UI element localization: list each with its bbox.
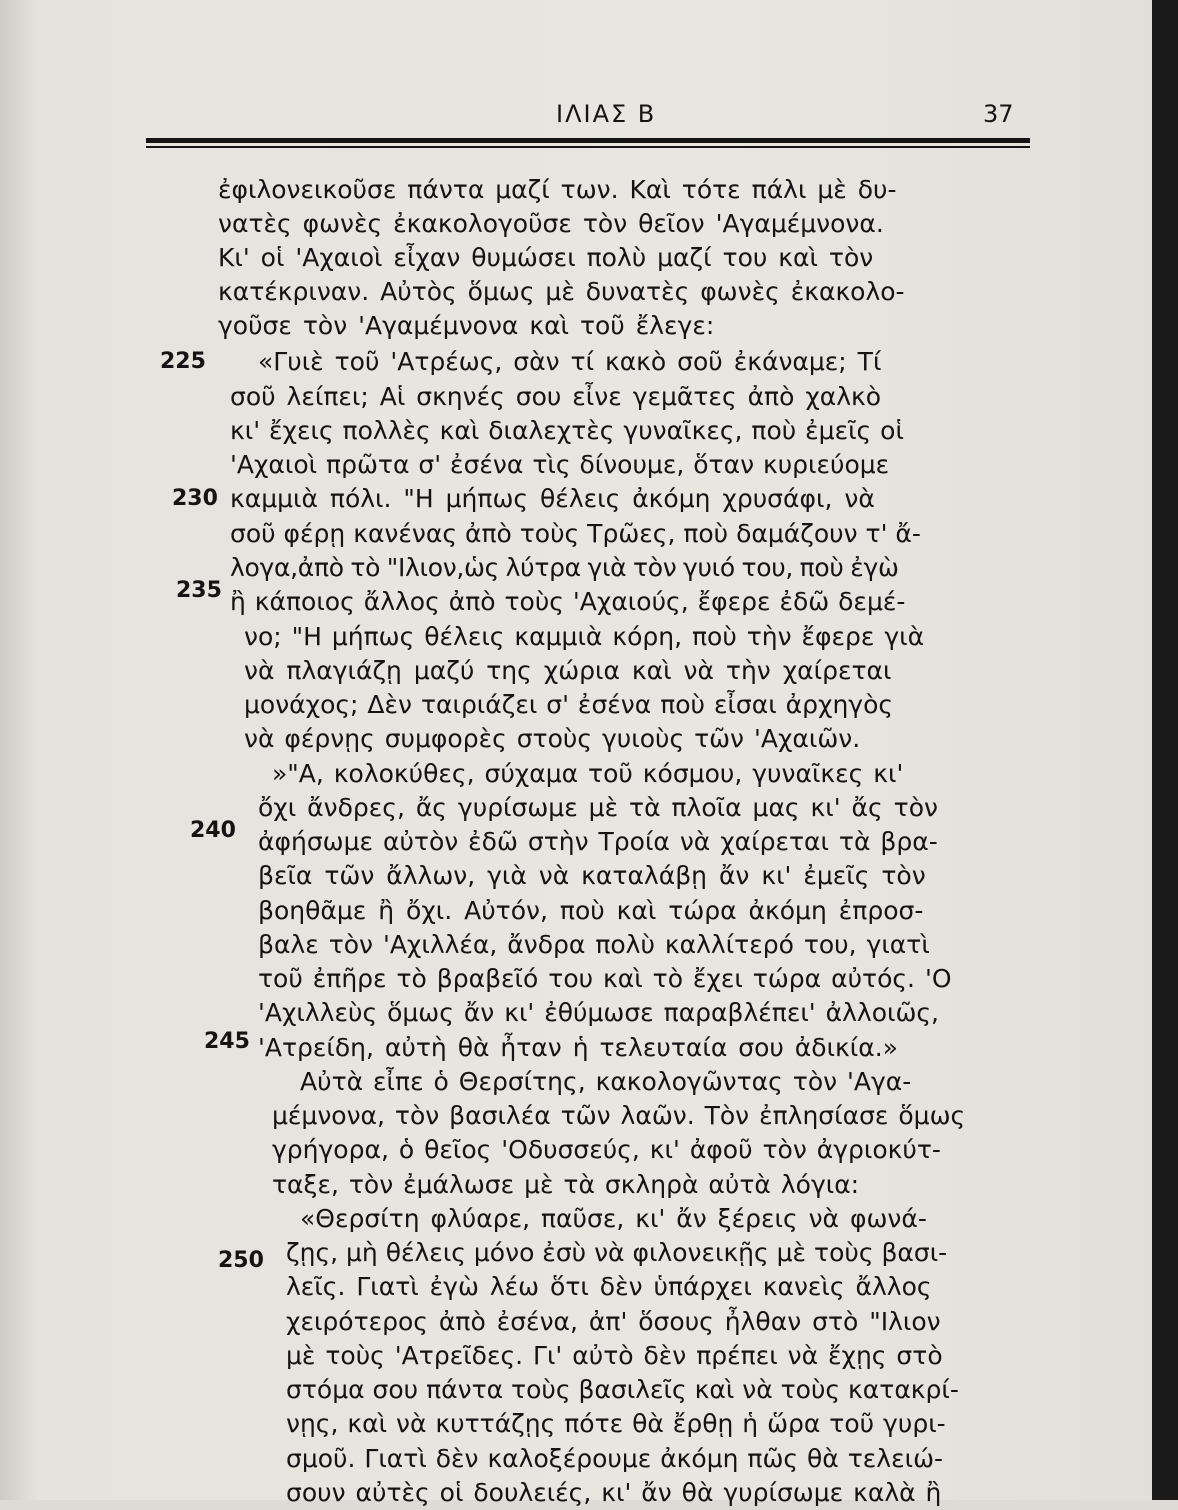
text-line: σοῦ φέρῃ κανένας ἀπὸ τοὺς Τρῶες, ποὺ δαμάζουν τ' ἄ- <box>230 519 921 548</box>
text-line: νῃς, καὶ νὰ κυττάζῃς πότε θὰ ἔρθῃ ἡ ὥρα τοῦ γυρι- <box>286 1409 946 1438</box>
text-line: βοηθᾶμε ἢ ὄχι. Αὐτόν, ποὺ καὶ τώρα ἀκόμη ἐπροσ- <box>258 896 924 925</box>
text-line: ἢ κάποιος ἄλλος ἀπὸ τοὺς 'Αχαιούς, ἔφερε ἐδῶ δεμέ- <box>230 587 906 616</box>
text-line: καμμιὰ πόλι. "Η μήπως θέλεις ἀκόμη χρυσάφι, νὰ <box>230 484 875 513</box>
text-line: 'Αχαιοὶ πρῶτα σ' ἐσένα τὶς δίνουμε, ὅταν κυριεύομε <box>230 450 890 479</box>
text-line: «Γυιὲ τοῦ 'Ατρέως, σὰν τί κακὸ σοῦ ἐκάναμε; Τί <box>258 347 882 376</box>
text-line: γρήγορα, ὁ θεῖος 'Οδυσσεύς, κι' ἀφοῦ τὸν ἀγριοκύτ- <box>272 1135 941 1164</box>
header-rule <box>146 138 1030 143</box>
verse-number: 240 <box>190 818 236 843</box>
text-line: ἐφιλονεικοῦσε πάντα μαζί των. Καὶ τότε πάλι μὲ δυ- <box>218 175 897 204</box>
text-line: «Θερσίτη φλύαρε, παῦσε, κι' ἄν ξέρεις νὰ φωνά- <box>300 1204 927 1233</box>
text-line: ὄχι ἄνδρες, ἄς γυρίσωμε μὲ τὰ πλοῖα μας κι' ἄς τὸν <box>258 793 938 822</box>
text-line: λογα,ἀπὸ τὸ "Ιλιον,ὡς λύτρα γιὰ τὸν γυιό του, ποὺ ἐγὼ <box>230 553 899 582</box>
verse-number: 225 <box>160 349 206 374</box>
text-line: ἀφήσωμε αὐτὸν ἐδῶ στὴν Τροία νὰ χαίρεται τὰ βρα- <box>258 827 938 856</box>
text-line: κι' ἔχεις πολλὲς καὶ διαλεχτὲς γυναῖκες, ποὺ ἐμεῖς οἱ <box>230 416 904 445</box>
text-line: ταξε, τὸν ἐμάλωσε μὲ τὰ σκληρὰ αὐτὰ λόγια: <box>272 1170 860 1199</box>
text-line: Αὐτὰ εἶπε ὁ Θερσίτης, κακολογῶντας τὸν 'Αγα- <box>300 1067 912 1096</box>
verse-number: 250 <box>218 1248 264 1273</box>
text-line: νὰ πλαγιάζῃ μαζύ της χώρια καὶ νὰ τὴν χαίρεται <box>244 656 892 685</box>
running-header-title: ΙΛΙΑΣ Β <box>556 100 657 128</box>
text-line: γοῦσε τὸν 'Αγαμέμνονα καὶ τοῦ ἔλεγε: <box>218 311 715 340</box>
text-line: νο; "Η μήπως θέλεις καμμιὰ κόρη, ποὺ τὴν ἔφερε γιὰ <box>244 622 925 651</box>
text-line: νὰ φέρνῃς συμφορὲς στοὺς γυιοὺς τῶν 'Αχαιῶν. <box>244 724 861 753</box>
text-line: στόμα σου πάντα τοὺς βασιλεῖς καὶ νὰ τοὺς κατακρί- <box>286 1375 959 1404</box>
text-line: μονάχος; Δὲν ταιριάζει σ' ἐσένα ποὺ εἶσαι ἀρχηγὸς <box>244 690 894 719</box>
text-line: Κι' οἱ 'Αχαιοὶ εἶχαν θυμώσει πολὺ μαζί του καὶ τὸν <box>218 243 874 272</box>
text-line: σουν αὐτὲς οἱ δουλειές, κι' ἄν θὰ γυρίσωμε καλὰ ἢ <box>286 1478 942 1507</box>
verse-number: 230 <box>172 486 218 511</box>
text-line: χειρότερος ἀπὸ ἐσένα, ἀπ' ὅσους ἦλθαν στὸ "Ιλιον <box>286 1307 941 1336</box>
text-line: βεῖα τῶν ἄλλων, γιὰ νὰ καταλάβῃ ἄν κι' ἐμεῖς τὸν <box>258 861 926 890</box>
book-spine-shadow <box>1152 0 1178 1500</box>
page-number: 37 <box>983 100 1014 128</box>
text-line: 'Αχιλλεὺς ὅμως ἄν κι' ἐθύμωσε παραβλέπει' ἀλλοιῶς, <box>258 998 940 1027</box>
text-line: μὲ τοὺς 'Ατρεῖδες. Γι' αὐτὸ δὲν πρέπει νὰ ἔχῃς στὸ <box>286 1341 943 1370</box>
text-line: 'Ατρείδη, αὐτὴ θὰ ἦταν ἡ τελευταία σου ἀδικία.» <box>258 1033 898 1062</box>
text-line: ζῃς, μὴ θέλεις μόνο ἐσὺ νὰ φιλονεικῇς μὲ τοὺς βασι- <box>286 1238 948 1267</box>
text-line: σμοῦ. Γιατὶ δὲν καλοξέρουμε ἀκόμη πῶς θὰ τελειώ- <box>286 1444 944 1473</box>
text-line: »"Α, κολοκύθες, σύχαμα τοῦ κόσμου, γυναῖκες κι' <box>272 759 904 788</box>
text-line: τοῦ ἐπῆρε τὸ βραβεῖό του καὶ τὸ ἔχει τώρα αὐτός. 'Ο <box>258 964 952 993</box>
text-line: κατέκριναν. Αὐτὸς ὅμως μὲ δυνατὲς φωνὲς ἐκακολο- <box>218 277 905 306</box>
text-line: νατὲς φωνὲς ἐκακολογοῦσε τὸν θεῖον 'Αγαμέμνονα. <box>218 209 884 238</box>
text-line: μέμνονα, τὸν βασιλέα τῶν λαῶν. Τὸν ἐπλησίασε ὅμως <box>272 1101 966 1130</box>
text-line: βαλε τὸν 'Αχιλλέα, ἄνδρα πολὺ καλλίτερό του, γιατὶ <box>258 930 930 959</box>
header-rule-thin <box>146 146 1030 148</box>
verse-number: 245 <box>204 1029 250 1054</box>
text-line: λεῖς. Γιατὶ ἐγὼ λέω ὅτι δὲν ὑπάρχει κανεὶς ἄλλος <box>286 1272 932 1301</box>
text-line: σοῦ λείπει; Αἱ σκηνές σου εἶνε γεμᾶτες ἀπὸ χαλκὸ <box>230 382 882 411</box>
verse-number: 235 <box>176 578 222 603</box>
